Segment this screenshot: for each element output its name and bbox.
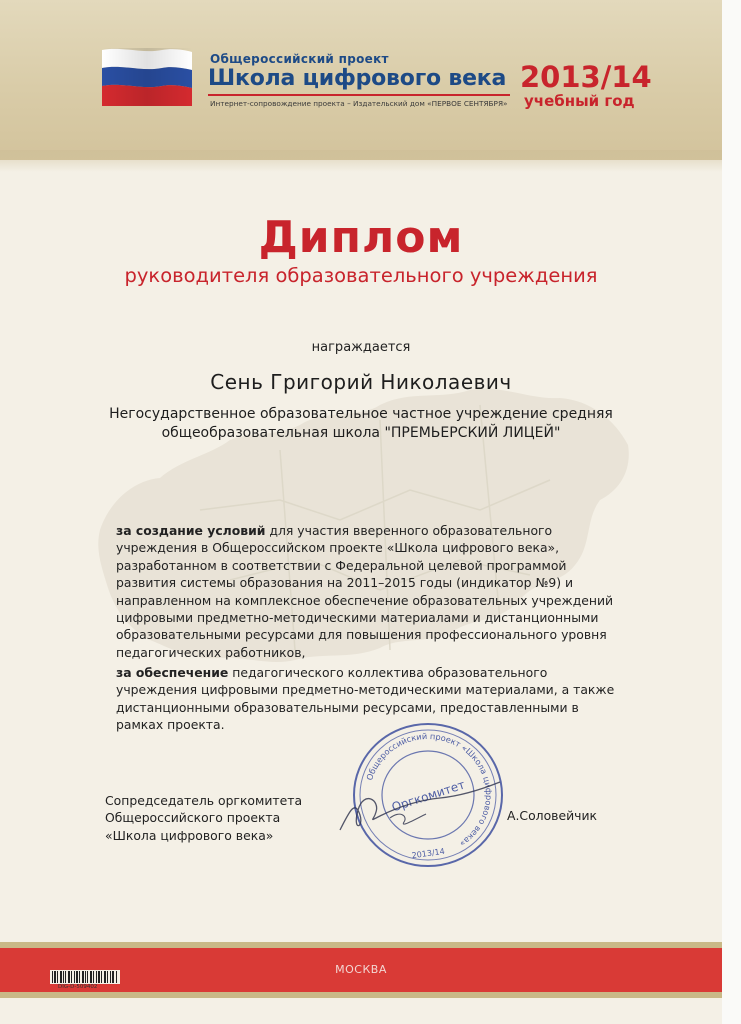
project-title: Школа цифрового века: [208, 66, 507, 91]
seal-center-text: Оргкомитет: [389, 777, 467, 815]
diploma-subtitle: руководителя образовательного учреждения: [124, 264, 598, 287]
header-shade: [0, 150, 722, 172]
handwritten-signature: [330, 770, 520, 840]
barcode-number: DIG-D-509402: [58, 984, 98, 990]
barcode-icon: [50, 970, 120, 984]
organization-name: Негосударственное образовательное частное учреждение средняя общеобразовательная школа "ПРЕМЬЕРСКИЙ ЛИЦЕЙ": [109, 406, 613, 441]
seal-year-text: 2013/14: [411, 846, 446, 861]
signatory-name: А.Соловейчик: [507, 808, 597, 823]
header-kicker: Общероссийский проект: [210, 52, 389, 66]
school-year: 2013/14: [520, 60, 652, 94]
signatory-line-2: Общероссийского проекта: [105, 810, 281, 826]
header-subtitle: Интернет-сопровождение проекта – Издательский дом «ПЕРВОЕ СЕНТЯБРЯ»: [210, 99, 508, 108]
footer-bottom-border: [0, 992, 722, 998]
signatory-title: [105, 792, 302, 844]
header-rule: [208, 94, 510, 96]
award-reason-2-bold: за обеспечение: [116, 665, 229, 680]
seal-ring-text: Общероссийский проект «Школа цифрового века»: [364, 730, 495, 849]
signatory-line-3: «Школа цифрового века»: [105, 827, 274, 843]
award-reason-1: [116, 522, 616, 661]
awarded-label: награждается: [311, 340, 411, 355]
award-reason-2-text: педагогического коллектива образовательного учреждения цифровыми предметно-методическими материалами, а также дистанционными образовательными ресурсами, предоставленными в рамках проекта.: [116, 665, 615, 733]
scan-margin: [722, 0, 741, 1024]
recipient-name: Сень Григорий Николаевич: [210, 370, 512, 394]
school-year-label: учебный год: [524, 92, 635, 110]
russian-flag-icon: [102, 48, 192, 106]
diploma-title: Диплом: [258, 212, 464, 263]
award-reason-1-text: для участия вверенного образовательного учреждения в Общероссийском проекте «Школа цифрового века», разработанном в соответствии с Федеральной целевой программой развития системы образования на 2011–2015 годы (индикатор №9) и направленном на комплексное обеспечение образовательных учреждений цифровыми предметно-методическими материалами и дистанционными образовательными ресурсами для повышения профессионального уровня педагогических работников,: [116, 523, 614, 660]
city-label: МОСКВА: [335, 963, 387, 976]
signatory-line-1: Сопредседатель оргкомитета: [105, 793, 303, 808]
award-reason-1-bold: за создание условий: [116, 523, 266, 538]
